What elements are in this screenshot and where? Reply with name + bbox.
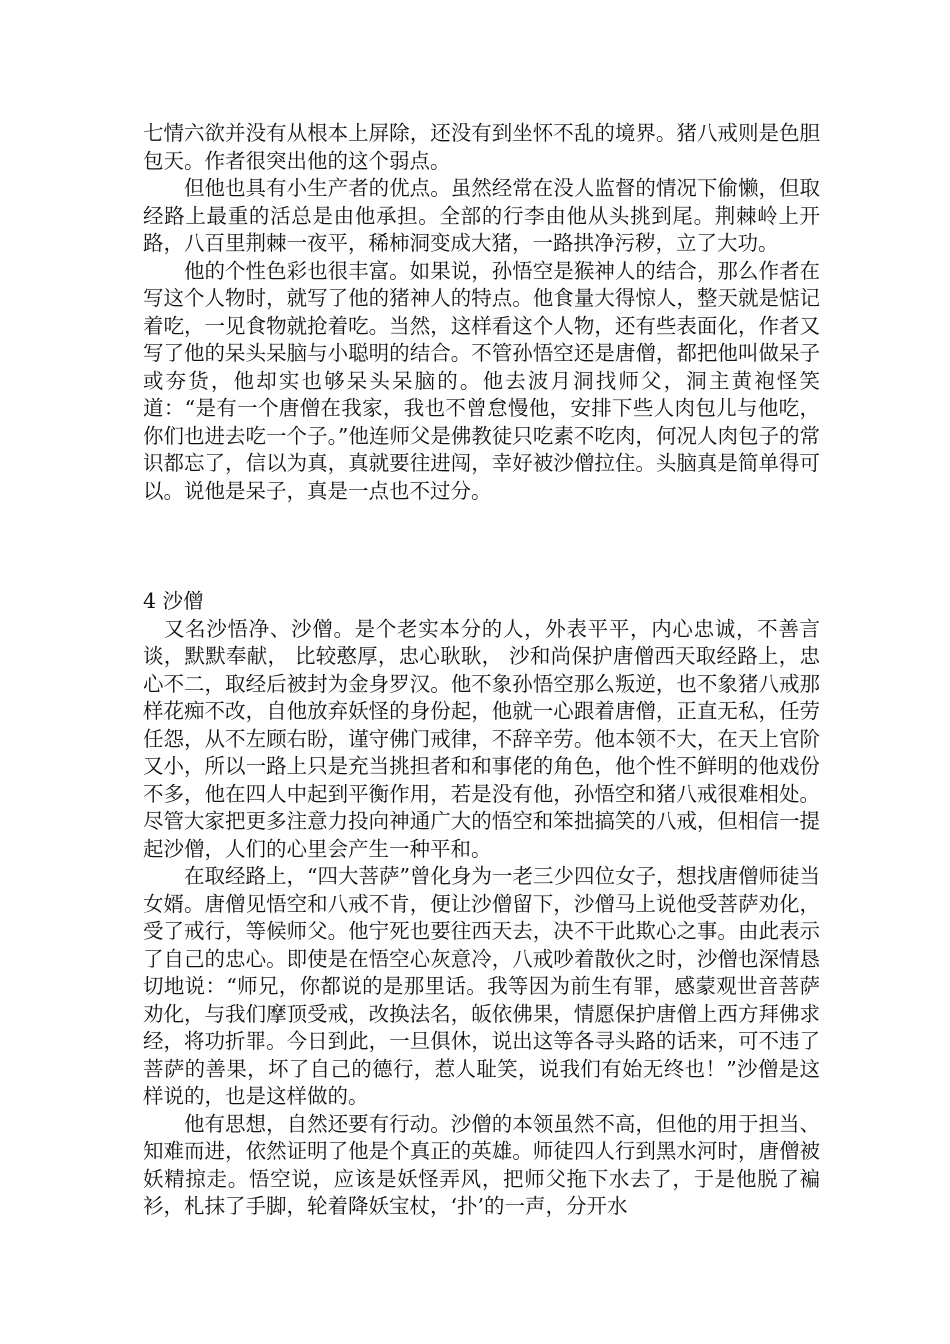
paragraph: 又名沙悟净、沙僧。是个老实本分的人，外表平平，内心忠诚，不善言谈，默默奉献， 比较憨厚，忠心耿耿， 沙和尚保护唐僧西天取经路上，忠心不二，取经后被封为金身罗汉。他不象孙悟空那么叛逆，也不象猪八戒那样花痴不改，自他放弃妖怪的身份起，他就一心跟着唐僧，正直无私，任劳任怨，从不左顾右盼，谨守佛门戒律，不辞辛劳。他本领不大，在天上官阶又小，所以一路上只是充当挑担者和和事佬的角色，他个性不鲜明的他戏份不多，他在四人中起到平衡作用，若是没有他，孙悟空和猪八戒很难相处。尽管大家把更多注意力投向神通广大的悟空和笨拙搞笑的八戒，但相信一提起沙僧，人们的心里会产生一种平和。 bbox=[143, 616, 820, 861]
section-spacer bbox=[143, 505, 820, 588]
paragraph: 但他也具有小生产者的优点。虽然经常在没人监督的情况下偷懒，但取经路上最重的活总是由他承担。全部的行李由他从头挑到尾。荆棘岭上开路，八百里荆棘一夜平，稀柿洞变成大猪，一路拱净污秽，立了大功。 bbox=[143, 176, 820, 255]
document-page bbox=[143, 120, 820, 1221]
paragraph: 他有思想，自然还要有行动。沙僧的本领虽然不高，但他的用于担当、知难而进，依然证明了他是个真正的英雄。师徒四人行到黑水河时，唐僧被妖精掠走。悟空说，应该是妖怪弄风，把师父拖下水去了，于是他脱了褊衫，札抹了手脚，轮着降妖宝杖，‘扑’的一声，分开水 bbox=[143, 1111, 820, 1218]
paragraph: 七情六欲并没有从根本上屏除，还没有到坐怀不乱的境界。猪八戒则是色胆包天。作者很突出他的这个弱点。 bbox=[143, 121, 820, 173]
paragraph: 在取经路上，“四大菩萨”曾化身为一老三少四位女子，想找唐僧师徒当女婿。唐僧见悟空和八戒不肯，便让沙僧留下，沙僧马上说他受菩萨劝化，受了戒行，等候师父。他宁死也要往西天去，决不干此欺心之事。由此表示了自己的忠心。即使是在悟空心灰意冷，八戒吵着散伙之时，沙僧也深情恳切地说：“师兄，你都说的是那里话。我等因为前生有罪，感蒙观世音菩萨劝化，与我们摩顶受戒，改换法名，皈依佛果，情愿保护唐僧上西方拜佛求经，将功折罪。今日到此，一旦俱休，说出这等各寻头路的话来，可不违了菩萨的善果，坏了自己的德行，惹人耻笑，说我们有始无终也！”沙僧是这样说的，也是这样做的。 bbox=[143, 864, 820, 1108]
paragraph: 他的个性色彩也很丰富。如果说，孙悟空是猴神人的结合，那么作者在写这个人物时，就写了他的猪神人的特点。他食量大得惊人，整天就是惦记着吃，一见食物就抢着吃。当然，这样看这个人物，还有些表面化，作者又写了他的呆头呆脑与小聪明的结合。不管孙悟空还是唐僧，都把他叫做呆子或夯货，他却实也够呆头呆脑的。他去波月洞找师父，洞主黄袍怪笑道：“是有一个唐僧在我家，我也不曾怠慢他，安排下些人肉包儿与他吃，你们也进去吃一个子。”他连师父是佛教徒只吃素不吃肉，何况人肉包子的常识都忘了，信以为真，真就要往进闯，幸好被沙僧拉住。头脑真是简单得可以。说他是呆子，真是一点也不过分。 bbox=[143, 258, 820, 503]
section-heading: 4 沙僧 bbox=[143, 589, 204, 613]
